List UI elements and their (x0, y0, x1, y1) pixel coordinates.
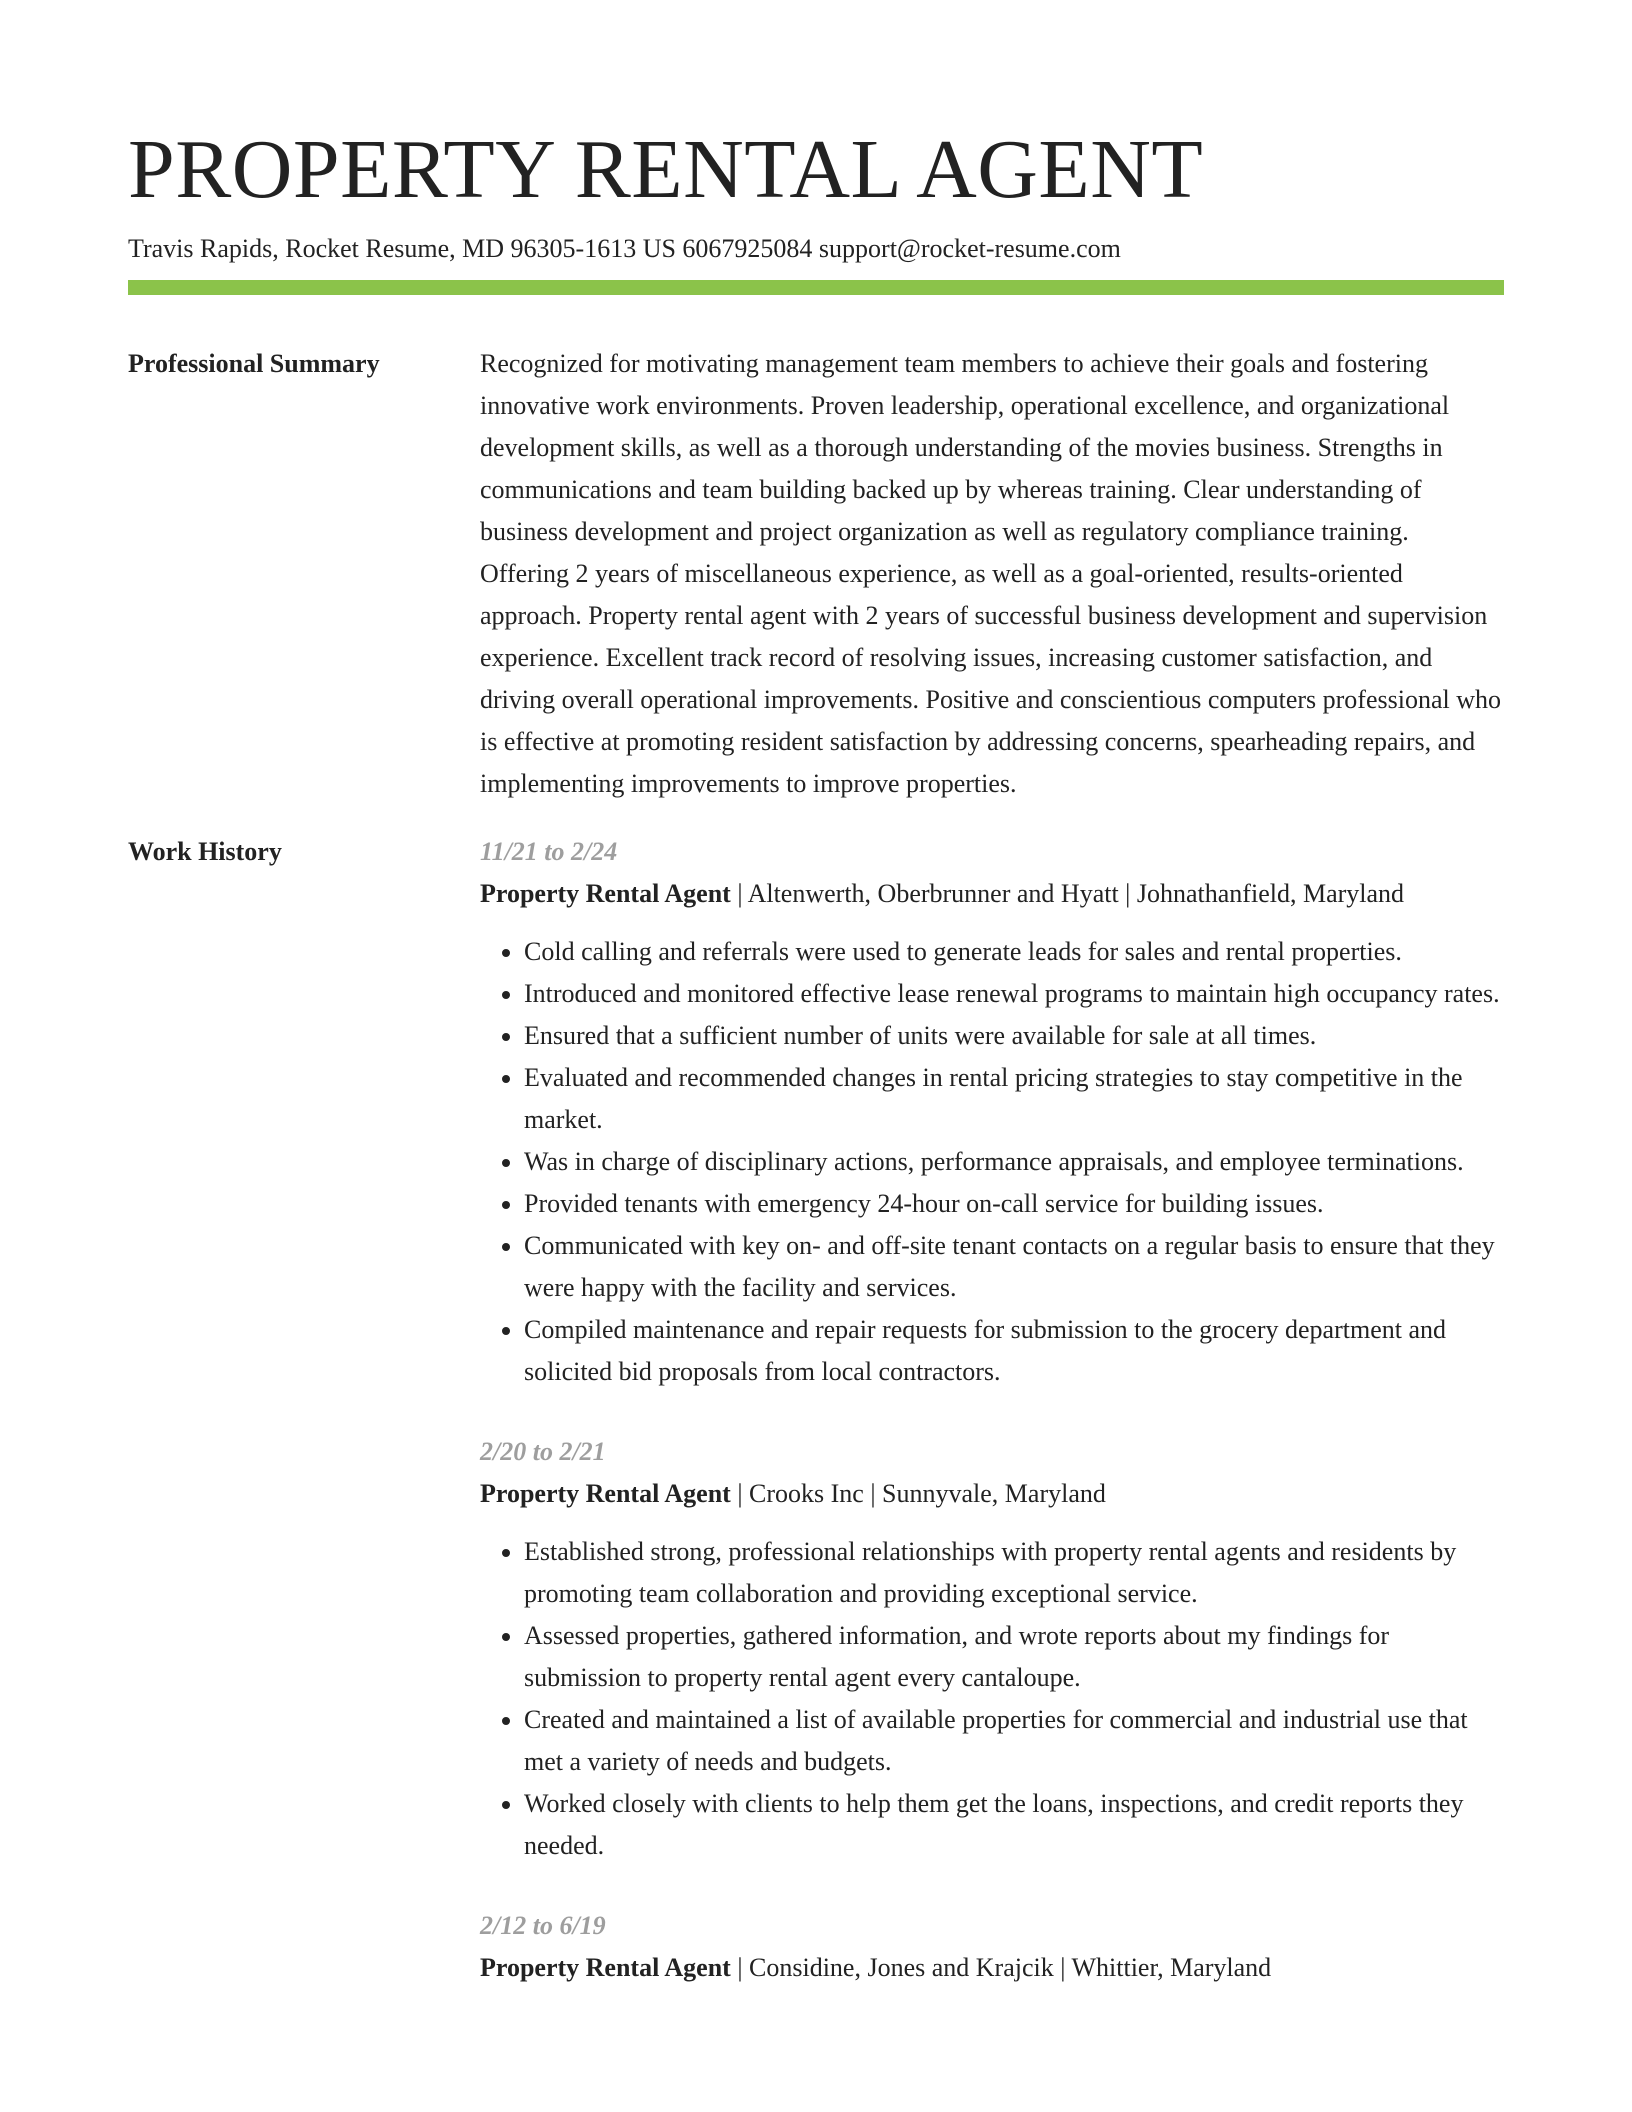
job-bullet: • Introduced and monitored effective lease renewal programs to maintain high occupancy rates. (524, 973, 1504, 1015)
job-details: | Considine, Jones and Krajcik | Whittier, Maryland (730, 1953, 1272, 1982)
work-history-section (128, 831, 1504, 1989)
job-bullet: • Provided tenants with emergency 24-hour on-call service for building issues. (524, 1183, 1504, 1225)
job-bullet: • Worked closely with clients to help them get the loans, inspections, and credit reports they needed. (524, 1783, 1504, 1867)
job-title: Property Rental Agent (480, 1953, 731, 1982)
summary-text: Recognized for motivating management team members to achieve their goals and fostering innovative work environments. Proven leadership, operational excellence, and organizational development skills, as well as a thorough understanding of the movies business. Strengths in communications and team building backed up by whereas training. Clear understanding of business development and project organization as well as regulatory compliance training. Offering 2 years of miscellaneous experience, as well as a goal-oriented, results-oriented approach. Property rental agent with 2 years of successful business development and supervision experience. Excellent track record of resolving issues, increasing customer satisfaction, and driving overall operational improvements. Positive and conscientious computers professional who is effective at promoting resident satisfaction by addressing concerns, spearheading repairs, and implementing improvements to improve properties. (480, 349, 1502, 798)
job-bullet: • Communicated with key on- and off-site tenant contacts on a regular basis to ensure that they were happy with the facility and services. (524, 1225, 1504, 1309)
job-entry (480, 1905, 1504, 1989)
job-title: Property Rental Agent (480, 879, 731, 908)
job-entry (480, 831, 1504, 1393)
summary-body (480, 343, 1504, 805)
job-bullet: • Cold calling and referrals were used to generate leads for sales and rental properties. (524, 931, 1504, 973)
contact-line: Travis Rapids, Rocket Resume, MD 96305-1613 US 6067925084 support@rocket-resume.com (128, 234, 1121, 263)
work-history-body (480, 831, 1504, 1989)
job-heading (480, 1473, 1504, 1515)
job-heading (480, 873, 1504, 915)
job-bullet: • Created and maintained a list of available properties for commercial and industrial use that met a variety of needs and budgets. (524, 1699, 1504, 1783)
job-details: | Altenwerth, Oberbrunner and Hyatt | Johnathanfield, Maryland (730, 879, 1405, 908)
job-dates: 2/12 to 6/19 (480, 1911, 606, 1940)
professional-summary-section (128, 343, 1504, 805)
job-entry (480, 1431, 1504, 1867)
job-heading (480, 1947, 1504, 1989)
job-bullet: • Established strong, professional relationships with property rental agents and residents by promoting team collaboration and providing exceptional service. (524, 1531, 1504, 1615)
job-details: | Crooks Inc | Sunnyvale, Maryland (730, 1479, 1106, 1508)
resume-page (128, 120, 1504, 2027)
job-bullet: • Compiled maintenance and repair requests for submission to the grocery department and solicited bid proposals from local contractors. (524, 1309, 1504, 1393)
job-bullet: • Evaluated and recommended changes in rental pricing strategies to stay competitive in the market. (524, 1057, 1504, 1141)
job-dates: 2/20 to 2/21 (480, 1437, 606, 1466)
job-dates: 11/21 to 2/24 (480, 837, 618, 866)
job-bullets (480, 1531, 1504, 1867)
job-bullets (480, 931, 1504, 1393)
section-label-summary: Professional Summary (128, 349, 380, 378)
job-bullet: • Assessed properties, gathered information, and wrote reports about my findings for submission to property rental agent every cantaloupe. (524, 1615, 1504, 1699)
header-divider (128, 280, 1504, 295)
job-bullet: • Ensured that a sufficient number of units were available for sale at all times. (524, 1015, 1504, 1057)
job-title: Property Rental Agent (480, 1479, 731, 1508)
resume-title: PROPERTY RENTAL AGENT (128, 123, 1204, 216)
section-label-work-history: Work History (128, 837, 282, 866)
job-bullet: • Was in charge of disciplinary actions, performance appraisals, and employee terminations. (524, 1141, 1504, 1183)
